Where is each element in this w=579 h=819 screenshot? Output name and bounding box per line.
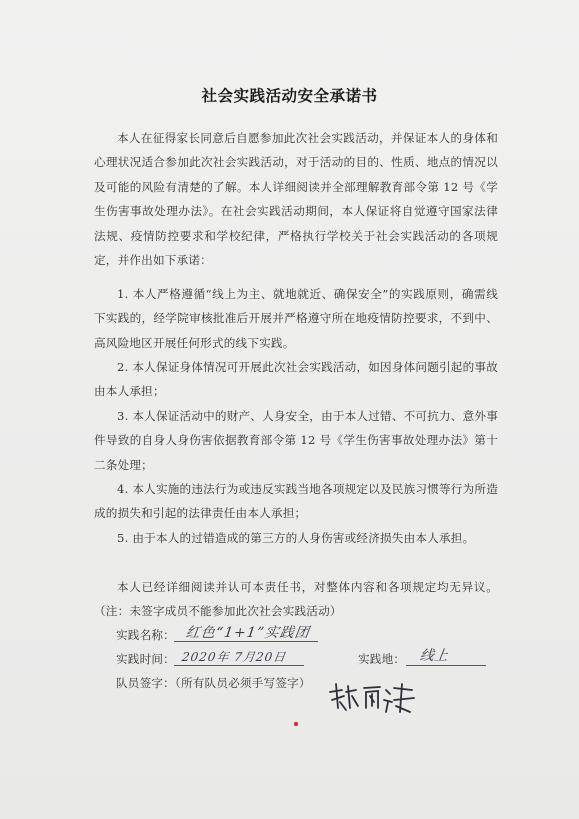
practice-name-label: 实践名称：: [116, 628, 175, 642]
paragraph-commitment-5: 5. 由于本人的过错造成的第三方的人身伤害或经济损失由本人承担。: [117, 531, 475, 545]
paragraph-commitment-2: 2. 本人保证身体情况可开展此次社会实践活动，如因身体问题引起的事故由本人承担；: [94, 360, 498, 399]
red-ink-dot: [294, 722, 298, 726]
document-title: 社会实践活动安全承诺书: [201, 87, 378, 105]
practice-place-underline: [406, 665, 486, 666]
practice-place-value: 线上: [418, 648, 449, 664]
practice-time-label: 实践时间：: [116, 652, 175, 666]
paragraph-commitment-1: 1. 本人严格遵循“线上为主、就地就近、确保安全”的实践原则，确需线下实践的，经学院审核批准后开展并严格遵守所在地疫情防控要求，不到中、高风险地区开展任何形式的线下实践。: [94, 287, 498, 350]
practice-time-underline: [174, 665, 304, 666]
practice-name-value: 红色“1+1”实践团: [184, 625, 311, 641]
paragraph-intro: 本人在征得家长同意后自愿参加此次社会实践活动，并保证本人的身体和心理状况适合参加此次社会实践活动，对于活动的目的、性质、地点的情况以及可能的风险有清楚的了解。本人详细阅读并全部理解教育部令第 12 号《学生伤害事故处理办法》。在社会实践活动期间，本人保证将自觉遵守国家法律法规、疫情防控要求和学校纪律，严格执行学校关于社会实践活动的各项规定，并作出如下承诺：: [94, 131, 498, 268]
practice-time-value: 2020年 7月20日: [180, 650, 288, 664]
paragraph-commitment-4: 4. 本人实施的违法行为或违反实践当地各项规定以及民族习惯等行为所造成的损失和引起的法律责任由本人承担；: [94, 482, 498, 521]
member-signature-label: 队员签字：（所有队员必须手写签字）: [116, 676, 311, 690]
practice-place-label: 实践地：: [358, 652, 406, 666]
handwritten-signature: [326, 678, 418, 718]
paragraph-commitment-3: 3. 本人保证活动中的财产、人身安全，由于本人过错、不可抗力、意外事件导致的自身人身伤害依据教育部令第 12 号《学生伤害事故处理办法》第十二条处理；: [94, 409, 498, 472]
paragraph-acknowledgement: 本人已经详细阅读并认可本责任书，对整体内容和各项规定均无异议。（注：未签字成员不能参加此次社会实践活动）: [94, 580, 498, 619]
